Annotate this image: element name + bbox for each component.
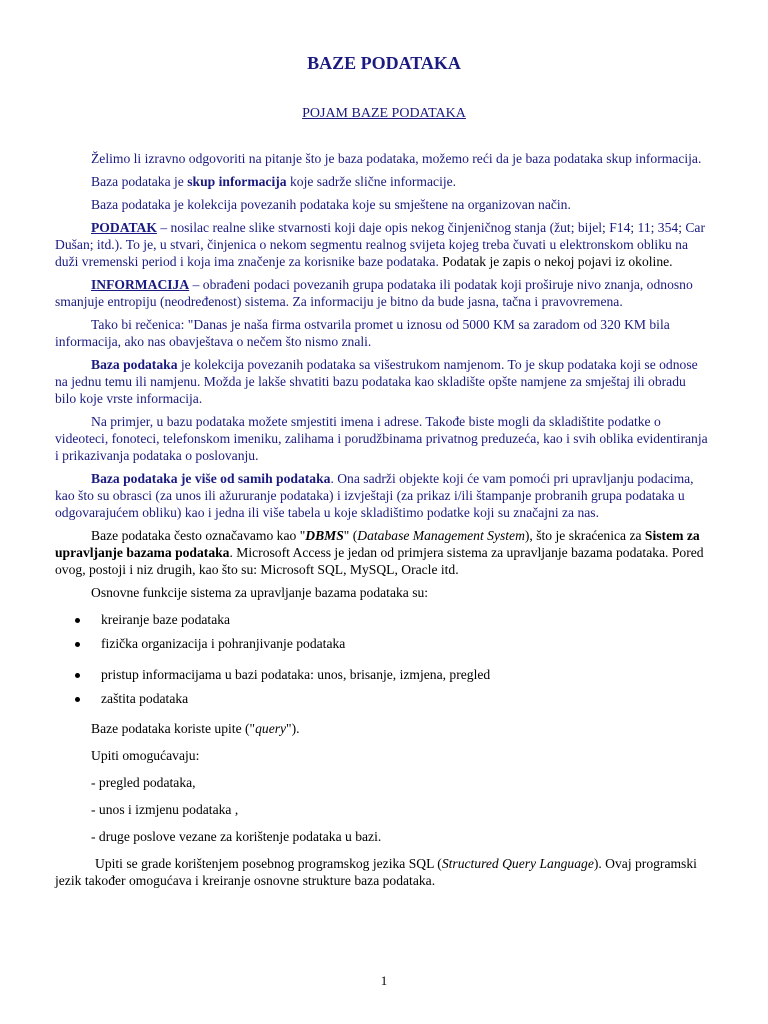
term-informacija: INFORMACIJA (91, 277, 190, 292)
list-line: - unos i izmjenu podataka , (91, 802, 239, 817)
text-run: ). Ovaj programski jezik također omogućava i kreiranje osnovne strukture baza podataka. (55, 856, 697, 888)
text-run: je kolekcija povezanih podataka sa višestrukom namjenom. To je skup podataka koji se odnose na jednu temu ili namjenu. Možda je lakše shvatiti bazu podataka kao skladište opšte namjene za smještaj ili obradu bilo koje vrste informacija. (55, 357, 698, 406)
paragraph-sql (55, 855, 710, 889)
text-run: ), što je skraćenica za (524, 528, 645, 543)
document-body (55, 150, 710, 889)
paragraph-upiti (55, 720, 710, 737)
paragraph-upiti-omogucavaju: Upiti omogućavaju: (91, 748, 200, 763)
text-run: koje sadrže slične informacije. (286, 174, 457, 189)
section-title: POJAM BAZE PODATAKA (302, 106, 466, 121)
text-run: "). (286, 721, 300, 736)
list-line: - druge poslove vezane za korištenje podataka u bazi. (91, 829, 382, 844)
text-run: – nosilac realne slike stvarnosti koji daje opis nekog činjeničnog stanja (žut; bijel; F14; 11; 354; Car Dušan; itd.). To je, u stvari, činjenica o nekom segmentu realnog svijeta kojeg treba čuvati u elektronskom obliku na duži vremenski period i koja ima značenje za korisnike baze podataka. (55, 220, 705, 269)
text-run: Podatak je zapis o nekoj pojavi iz okoline. (438, 254, 673, 269)
list-item-label: fizička organizacija i pohranjivanje podataka (101, 636, 346, 651)
list-item (55, 690, 710, 707)
term-podatak: PODATAK (91, 220, 157, 235)
paragraph-intro: Želimo li izravno odgovoriti na pitanje što je baza podataka, možemo reći da je baza podataka skup informacija. (91, 151, 702, 166)
bullet-icon (75, 697, 80, 702)
text-run: – obrađeni podaci povezanih grupa podataka ili podatak koji proširuje nivo znanja, odnosno smanjuje entropiju (neodređenost) sistema. Za informaciju je bitno da bude jasna, tačna i pravovremena. (55, 277, 693, 309)
bullet-icon (75, 642, 80, 647)
list-item (55, 635, 710, 652)
paragraph-baza-podataka (55, 356, 710, 407)
list-item-label: zaštita podataka (101, 691, 189, 706)
list-item-label: pristup informacijama u bazi podataka: unos, brisanje, izmjena, pregled (101, 667, 491, 682)
paragraph-vise-od-podataka (55, 470, 710, 521)
document-title: BAZE PODATAKA (307, 53, 461, 73)
sql-term: Structured Query Language (441, 856, 594, 871)
dbms-full-term: Database Management System (357, 528, 525, 543)
paragraph-definition (55, 173, 710, 190)
paragraph-primjer: Na primjer, u bazu podataka možete smjestiti imena i adrese. Takođe biste mogli da skladištite podatke o videoteci, fonoteci, telefonskom imeniku, zalihama i porudžbinama privatnog preduzeća, kao i svih oblika evidentiranja i prikazivanja podataka o poslovanju. (55, 414, 708, 463)
bullet-icon (75, 618, 80, 623)
list-item (55, 611, 710, 628)
text-run: " ( (343, 528, 358, 543)
paragraph-dbms (55, 527, 710, 578)
page-number: 1 (380, 973, 388, 988)
list-line: - pregled podataka, (91, 775, 196, 790)
text-run: . Microsoft Access je jedan od primjera sistema za upravljanje bazama podataka. Pored ovog, postoji i niz drugih, kao što su: Microsoft SQL, MySQL, Oracle itd. (55, 545, 704, 577)
paragraph-collection: Baza podataka je kolekcija povezanih podataka koje su smještene na organizovan način. (91, 197, 571, 212)
paragraph-informacija (55, 276, 710, 310)
paragraph-functions-intro: Osnovne funkcije sistema za upravljanje bazama podataka su: (91, 585, 429, 600)
text-run: Upiti se grade korištenjem posebnog programskog jezika SQL ( (95, 856, 442, 871)
query-term: query (255, 721, 287, 736)
dbms-term: DBMS (305, 528, 344, 543)
bold-term: Baza podataka (91, 357, 178, 372)
text-run: Baze podataka često označavamo kao " (91, 528, 306, 543)
list-item-label: kreiranje baze podataka (101, 612, 231, 627)
bold-term: Sistem za upravljanje bazama podataka (55, 528, 700, 560)
text-run: . Ona sadrži objekte koji će vam pomoći pri upravljanju podacima, kao što su obrasci (za unos ili ažururanje podataka) i izvještaji (za prikaz i/ili štampanje probranih grupa podataka u odgovarajućem obliku) kao i jedna ili više tabela u koje skladištimo podatke koji su značajni za nas. (55, 471, 694, 520)
bold-term: Baza podataka je više od samih podataka (91, 471, 331, 486)
paragraph-podatak (55, 219, 710, 270)
text-run: Baza podataka je (91, 174, 188, 189)
bold-term: skup informacija (187, 174, 287, 189)
list-item (55, 666, 710, 683)
functions-list (55, 611, 710, 707)
text-run: Baze podataka koriste upite (" (91, 721, 256, 736)
paragraph-example: Tako bi rečenica: "Danas je naša firma ostvarila promet u iznosu od 5000 KM sa zaradom od 320 KM bila informacija, ako nas obavještava o nečem što nismo znali. (55, 317, 670, 349)
bullet-icon (75, 673, 80, 678)
